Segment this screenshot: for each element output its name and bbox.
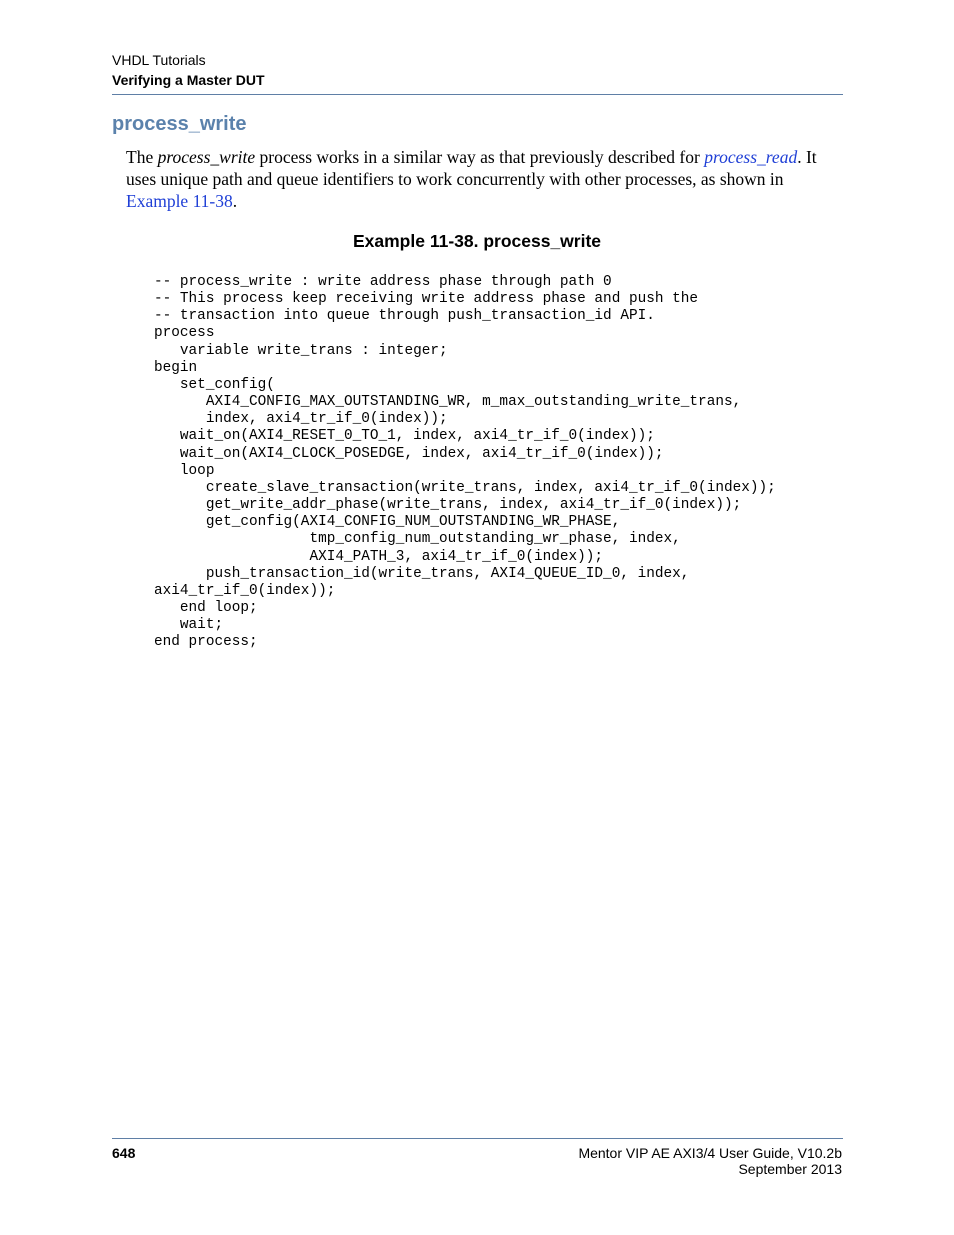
paragraph-text-4: .: [232, 191, 238, 211]
paragraph-text-1: The: [126, 147, 158, 167]
code-line: axi4_tr_if_0(index));: [154, 582, 336, 599]
process-read-link-text[interactable]: process_read: [704, 147, 798, 167]
process-read-link[interactable]: [704, 147, 797, 167]
code-block: [154, 274, 776, 651]
code-line: end loop;: [154, 599, 258, 616]
example-caption: Example 11-38. process_write: [352, 231, 602, 251]
code-line: wait_on(AXI4_CLOCK_POSEDGE, index, axi4_tr_if_0(index));: [154, 445, 664, 462]
code-line: get_config(AXI4_CONFIG_NUM_OUTSTANDING_WR_PHASE,: [154, 514, 621, 531]
code-line: process: [154, 325, 215, 342]
guide-title: Mentor VIP AE AXI3/4 User Guide, V10.2b: [578, 1145, 842, 1161]
code-line: get_write_addr_phase(write_trans, index, axi4_tr_if_0(index));: [154, 497, 742, 514]
paragraph-text-3: . It uses unique path and queue identifiers to work concurrently with other processes, as shown in: [126, 147, 817, 189]
running-header-subsection: Verifying a Master DUT: [112, 72, 265, 88]
paragraph-text-2: process works in a similar way as that previously described for: [255, 147, 705, 167]
code-line: set_config(: [154, 376, 275, 393]
header-rule: [112, 94, 843, 95]
code-line: AXI4_PATH_3, axi4_tr_if_0(index));: [154, 548, 604, 565]
example-11-38-link[interactable]: Example 11-38: [126, 191, 233, 211]
code-line: index, axi4_tr_if_0(index));: [154, 411, 448, 428]
publication-date: September 2013: [738, 1161, 842, 1177]
code-line: wait_on(AXI4_RESET_0_TO_1, index, axi4_tr_if_0(index));: [154, 428, 655, 445]
code-line: AXI4_CONFIG_MAX_OUTSTANDING_WR, m_max_outstanding_write_trans,: [154, 394, 742, 411]
page-number: 648: [112, 1145, 136, 1161]
code-line: create_slave_transaction(write_trans, index, axi4_tr_if_0(index));: [154, 479, 776, 496]
code-line: -- This process keep receiving write address phase and push the: [154, 291, 699, 308]
code-line: push_transaction_id(write_trans, AXI4_QUEUE_ID_0, index,: [154, 565, 690, 582]
footer-rule: [112, 1138, 843, 1139]
code-line: tmp_config_num_outstanding_wr_phase, index,: [154, 531, 681, 548]
code-line: wait;: [154, 617, 224, 634]
body-paragraph: [126, 146, 826, 212]
paragraph-italic-process-write: process_write: [157, 147, 256, 167]
section-title: process_write: [112, 113, 247, 135]
code-line: variable write_trans : integer;: [154, 342, 448, 359]
code-line: begin: [154, 359, 198, 376]
code-line: end process;: [154, 634, 258, 651]
running-header-section: VHDL Tutorials: [112, 52, 206, 68]
code-line: loop: [154, 462, 215, 479]
code-line: -- process_write : write address phase through path 0: [154, 274, 612, 290]
code-line: -- transaction into queue through push_transaction_id API.: [154, 308, 655, 325]
